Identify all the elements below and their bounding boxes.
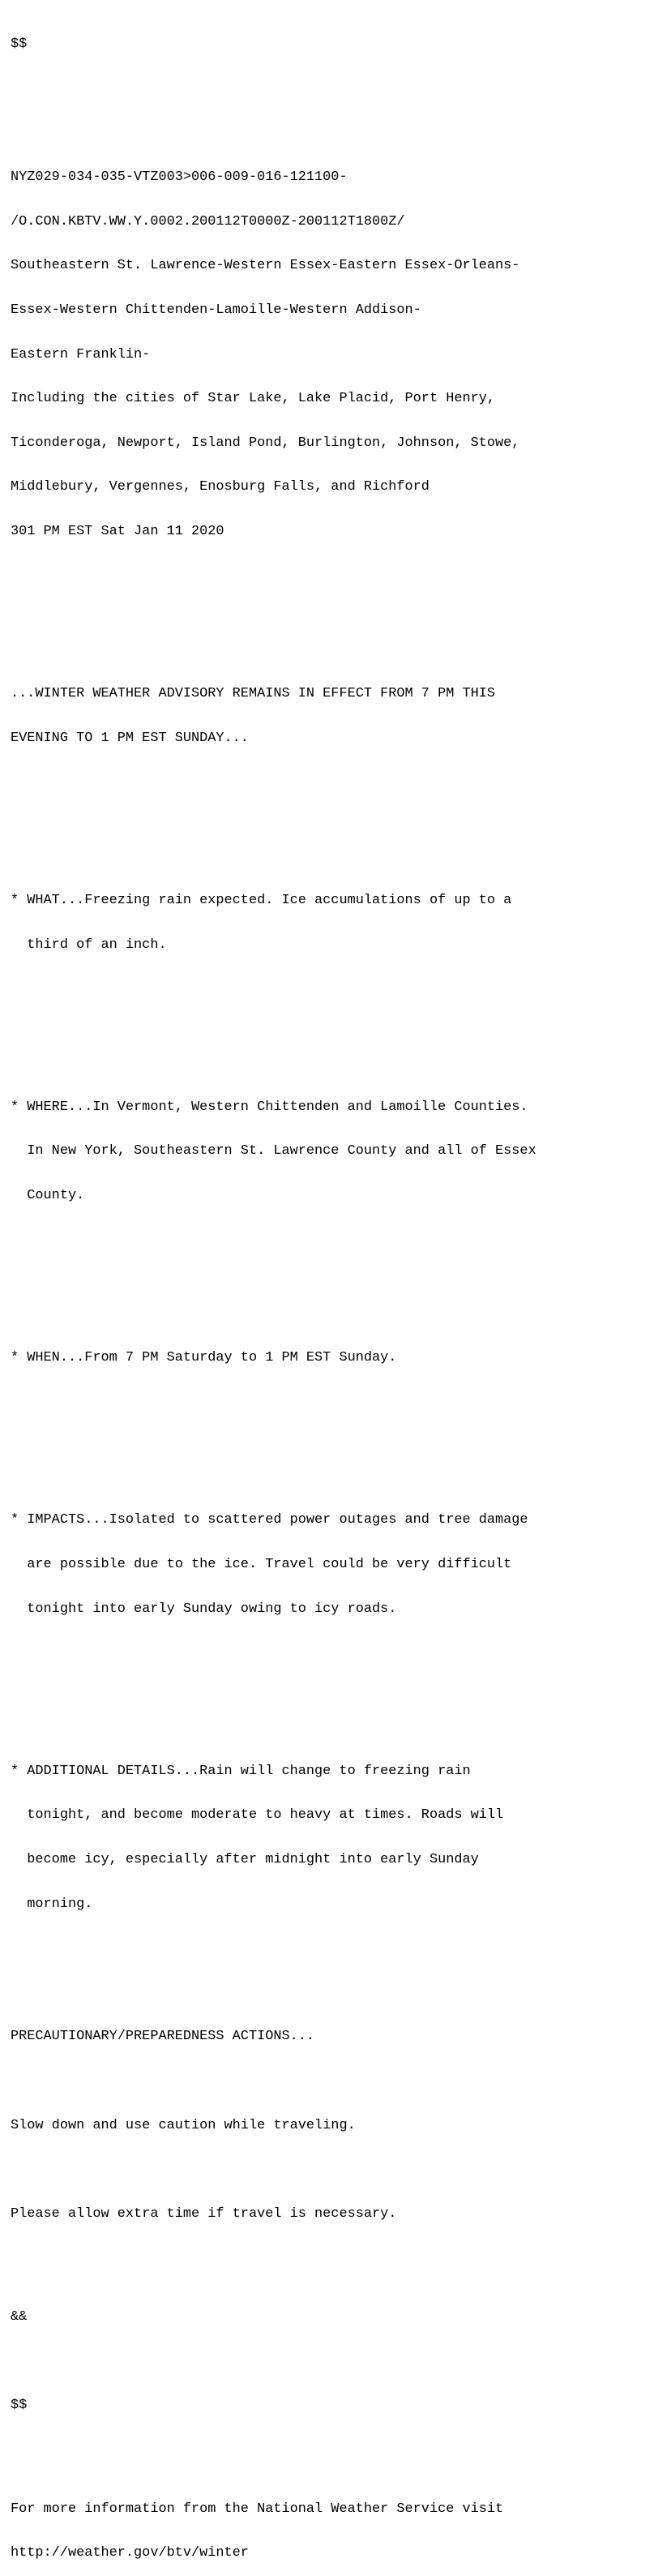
start-marker: $$ (11, 36, 28, 53)
bullet-line: * IMPACTS...Isolated to scattered power outages and tree damage (11, 1512, 528, 1528)
bullet-line: County. (11, 1187, 85, 1203)
bullet-line: * WHERE...In Vermont, Western Chittenden and Lamoille Counties. (11, 1099, 528, 1115)
spacer (11, 1012, 663, 1027)
cities-line: Middlebury, Vergennes, Enosburg Falls, and Richford (11, 479, 430, 495)
bullet-line: morning. (11, 1896, 93, 1912)
advisory-headline (11, 658, 663, 776)
bullet-line: * ADDITIONAL DETAILS...Rain will change to freezing rain (11, 1763, 471, 1779)
advisory-document (11, 8, 663, 2576)
end-marker: $$ (11, 2398, 28, 2414)
bullet-impacts (11, 1484, 663, 1646)
spacer (11, 2251, 663, 2265)
spacer (11, 1262, 663, 1277)
spacer (11, 1425, 663, 1439)
bullet-where (11, 1070, 663, 1232)
spacer (11, 2355, 663, 2369)
zone-list-line: Eastern Franklin- (11, 346, 151, 362)
actions-heading: PRECAUTIONARY/PREPAREDNESS ACTIONS... (11, 2029, 315, 2045)
zone-codes: NYZ029-034-035-VTZ003>006-009-016-121100- (11, 169, 348, 186)
bullet-when (11, 1322, 663, 1395)
and-marker: && (11, 2309, 28, 2325)
spacer (11, 2162, 663, 2177)
bullet-what (11, 864, 663, 983)
zone-list-line: Essex-Western Chittenden-Lamoille-Western Addison- (11, 302, 421, 318)
bullet-line: tonight, and become moderate to heavy at times. Roads will (11, 1807, 504, 1824)
spacer (11, 1676, 663, 1691)
spacer (11, 598, 663, 613)
headline-line: ...WINTER WEATHER ADVISORY REMAINS IN EFFECT FROM 7 PM THIS (11, 686, 496, 702)
bullet-line: become icy, especially after midnight into early Sunday (11, 1851, 479, 1867)
bullet-line: are possible due to the ice. Travel could be very difficult (11, 1556, 512, 1572)
spacer (11, 82, 663, 96)
action-item: Please allow extra time if travel is necessary. (11, 2205, 397, 2222)
bullet-line: tonight into early Sunday owing to icy roads. (11, 1601, 397, 1617)
bullet-line: In New York, Southeastern St. Lawrence County and all of Essex (11, 1143, 536, 1159)
spacer (11, 2074, 663, 2089)
bullet-line: third of an inch. (11, 937, 167, 953)
spacer (11, 2443, 663, 2458)
zone-header (11, 141, 663, 569)
vtec-code: /O.CON.KBTV.WW.Y.0002.200112T0000Z-200112T1800Z/ (11, 213, 405, 229)
bullet-line: * WHEN...From 7 PM Saturday to 1 PM EST Sunday. (11, 1350, 397, 1366)
more-info-text: For more information from the National Weather Service visit (11, 2501, 504, 2517)
spacer (11, 805, 663, 820)
bullet-line: * WHAT...Freezing rain expected. Ice accumulations of up to a (11, 892, 512, 908)
cities-line: Ticonderoga, Newport, Island Pond, Burlington, Johnson, Stowe, (11, 435, 520, 451)
zone-list-line: Southeastern St. Lawrence-Western Essex-Eastern Essex-Orleans- (11, 258, 520, 274)
headline-line: EVENING TO 1 PM EST SUNDAY... (11, 730, 249, 746)
more-info-url: http://weather.gov/btv/winter (11, 2545, 249, 2561)
spacer (11, 1971, 663, 1986)
cities-line: Including the cities of Star Lake, Lake Placid, Port Henry, (11, 391, 496, 407)
issued-time: 301 PM EST Sat Jan 11 2020 (11, 523, 224, 539)
action-item: Slow down and use caution while traveling. (11, 2117, 356, 2133)
bullet-additional-details (11, 1734, 663, 1941)
